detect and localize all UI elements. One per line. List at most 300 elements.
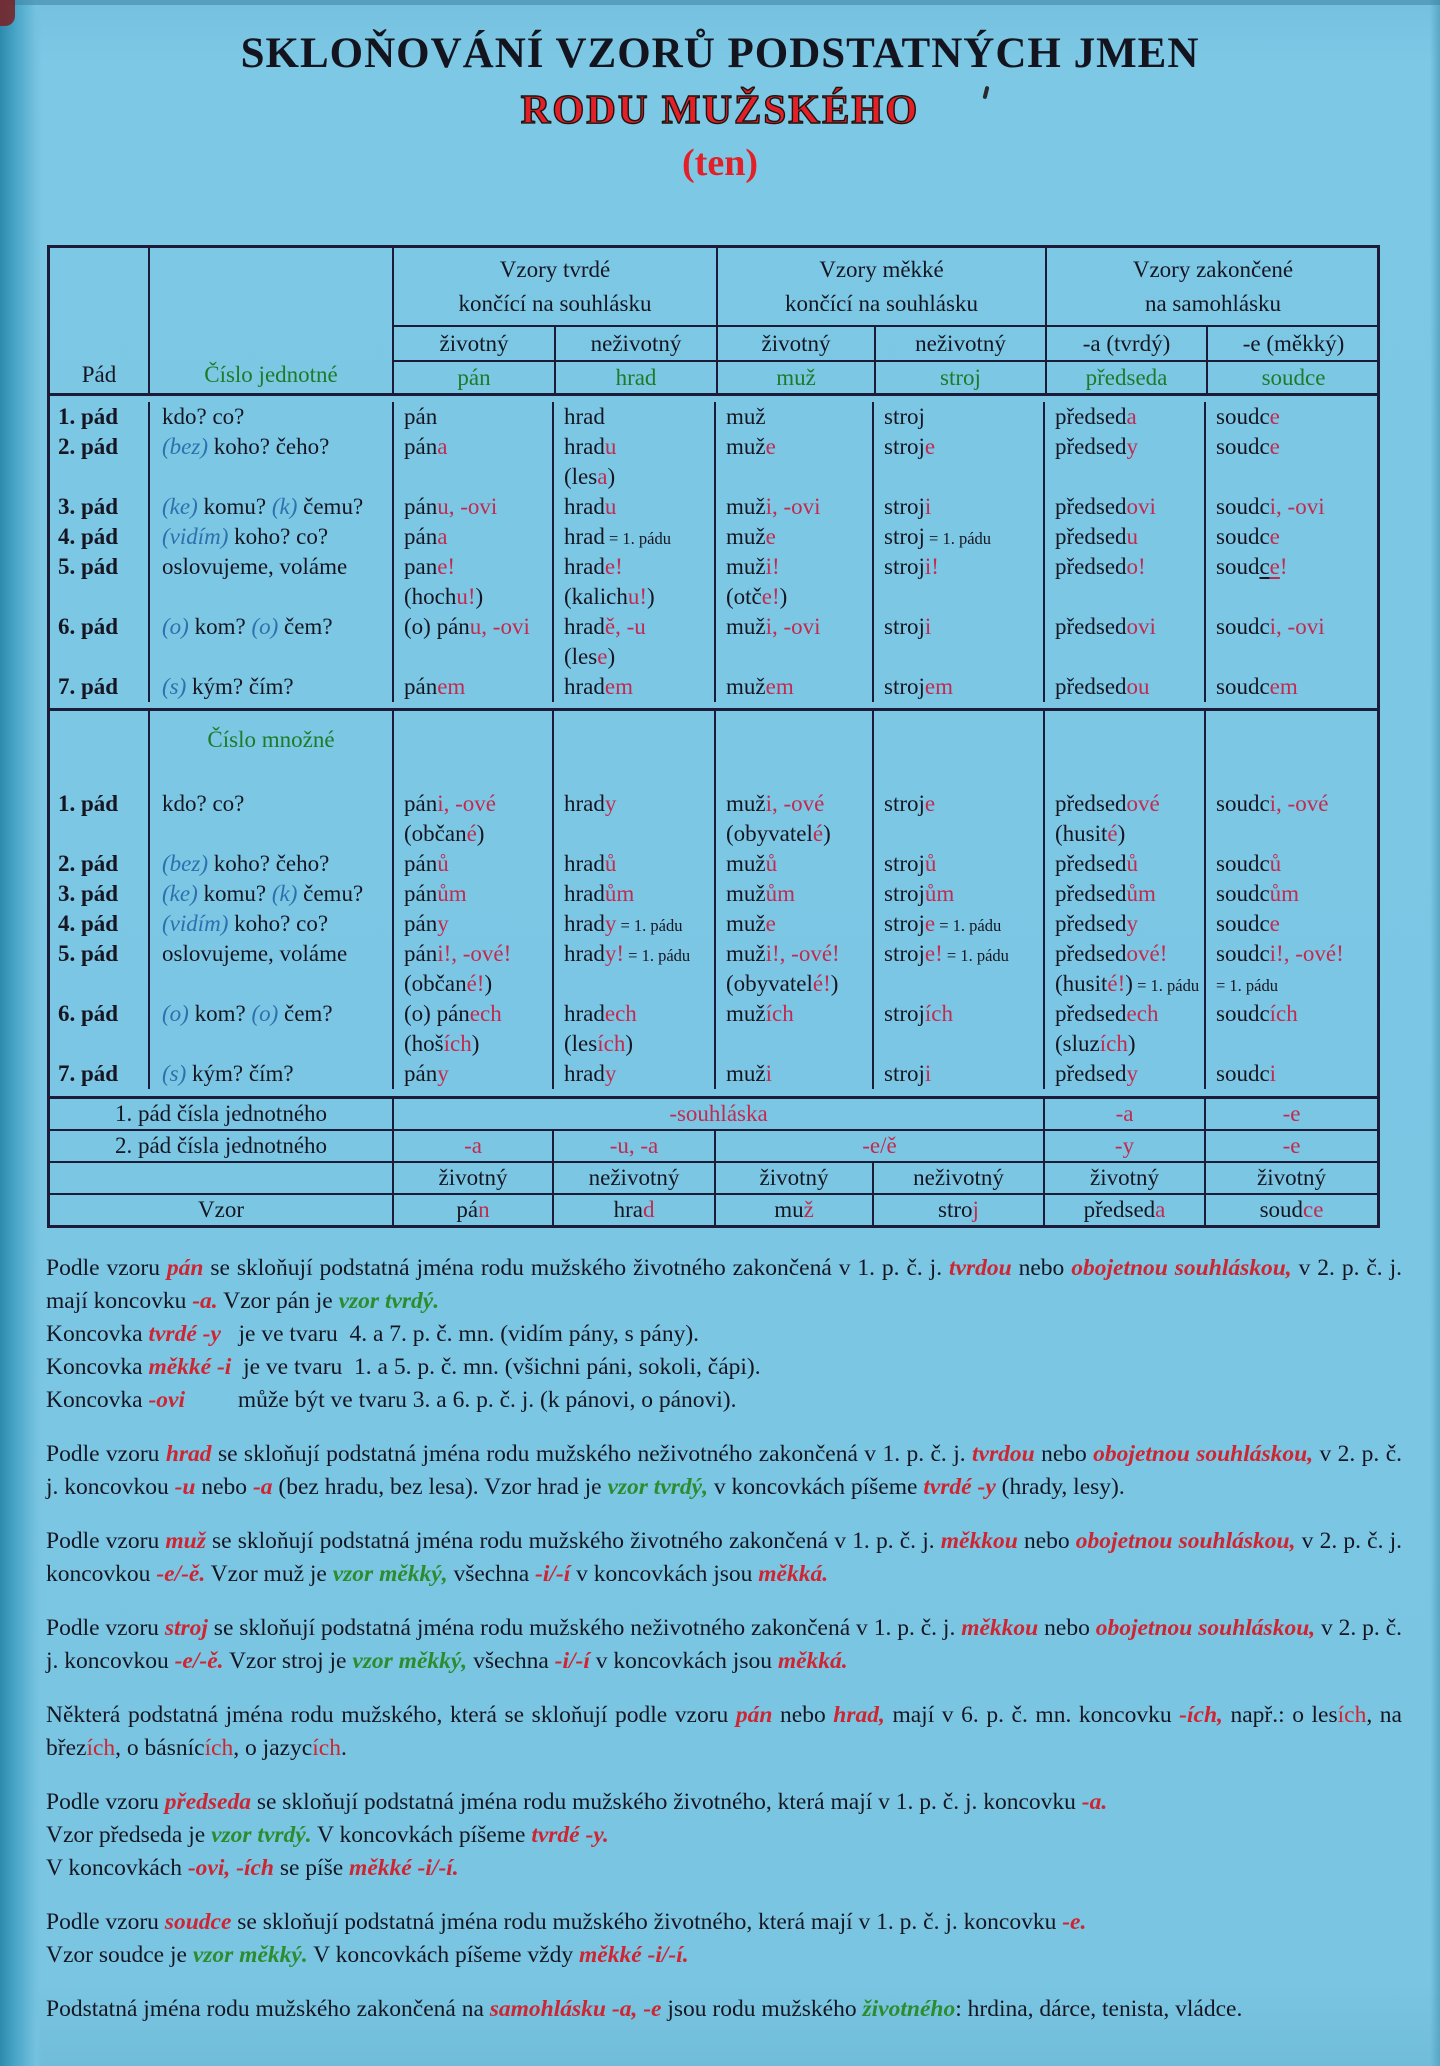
declension-cell bbox=[1204, 939, 1377, 999]
table-line bbox=[440, 329, 509, 359]
text-segment: -a bbox=[1115, 1101, 1134, 1126]
table-line bbox=[58, 879, 148, 909]
empty-cell bbox=[392, 711, 552, 789]
table-line bbox=[726, 402, 872, 432]
table-line bbox=[1083, 329, 1171, 359]
text-segment: se skloňují podstatná jména rodu mužského neživotného zakončená v 1. p. č. j. bbox=[207, 1615, 962, 1641]
table-line bbox=[1116, 1099, 1134, 1129]
table-line bbox=[1055, 612, 1204, 642]
text-segment: em bbox=[765, 674, 794, 699]
summary-cell bbox=[1043, 1131, 1204, 1161]
text-segment: n bbox=[478, 1197, 490, 1222]
text-segment: hrad bbox=[564, 674, 605, 699]
text-segment: -e/-ě. bbox=[174, 1648, 224, 1674]
declension-cell bbox=[1204, 789, 1377, 849]
text-segment: -a (tvrdý) bbox=[1082, 330, 1171, 356]
text-segment: se skloňují podstatná jména rodu mužského životného zakončená v 1. p. č. j. bbox=[203, 1255, 950, 1281]
text-segment: em bbox=[1269, 674, 1298, 699]
text-segment: ích bbox=[597, 1031, 626, 1056]
declension-cell bbox=[552, 612, 714, 672]
table-line bbox=[1055, 552, 1204, 582]
table-line bbox=[564, 1059, 714, 1089]
text-segment: koho? co? bbox=[228, 524, 329, 549]
text-segment: -a. bbox=[192, 1288, 218, 1314]
table-line bbox=[913, 1163, 1004, 1193]
text-segment: ům bbox=[765, 881, 795, 906]
text-segment: e bbox=[1269, 911, 1280, 936]
table-line bbox=[1216, 789, 1377, 819]
table-line bbox=[58, 402, 148, 432]
text-segment: e bbox=[1269, 404, 1280, 429]
text-segment: tvrdé -y. bbox=[531, 1822, 609, 1848]
summary-cell bbox=[552, 1195, 714, 1225]
summary-cell bbox=[1043, 1195, 1204, 1225]
text-segment: vzor měkký. bbox=[192, 1942, 308, 1968]
declension-row bbox=[50, 1059, 1377, 1089]
case-label bbox=[50, 999, 148, 1059]
subheader-cell bbox=[394, 327, 554, 360]
declension-cell bbox=[552, 552, 714, 612]
text-segment: Vzor stroj je bbox=[223, 1648, 353, 1674]
declension-cell bbox=[872, 879, 1043, 909]
plural-section bbox=[50, 708, 1377, 1096]
summary-row bbox=[50, 1099, 1377, 1129]
text-segment: (o) bbox=[162, 614, 189, 639]
table-line bbox=[616, 363, 657, 393]
declension-cell bbox=[392, 789, 552, 849]
table-line bbox=[404, 582, 552, 612]
text-segment: kdo? co? bbox=[162, 404, 245, 429]
text-segment: kom? bbox=[188, 1001, 252, 1026]
summary-cell bbox=[392, 1195, 552, 1225]
text-segment: -ích, bbox=[1179, 1702, 1223, 1728]
text-segment: V koncovkách píšeme vždy bbox=[307, 1942, 579, 1968]
table-line bbox=[726, 522, 872, 552]
table-line bbox=[457, 363, 490, 393]
declension-cell bbox=[872, 789, 1043, 849]
text-segment: i!, -ové! bbox=[437, 941, 512, 966]
table-line bbox=[404, 522, 552, 552]
declension-cell bbox=[1204, 849, 1377, 879]
case-label bbox=[50, 612, 148, 672]
text-segment: -a bbox=[252, 1474, 273, 1500]
table-line bbox=[1086, 363, 1168, 393]
text-segment: i, -ové bbox=[765, 791, 825, 816]
text-segment: 2. pád bbox=[58, 434, 119, 459]
text-segment: -e. bbox=[1062, 1909, 1087, 1935]
text-segment: soud bbox=[1259, 1197, 1304, 1222]
summary-label bbox=[50, 1163, 392, 1193]
text-segment: soudc bbox=[1216, 674, 1270, 699]
table-line bbox=[58, 612, 148, 642]
table-line bbox=[884, 909, 1043, 939]
table-line bbox=[776, 363, 816, 393]
text-segment: v 2. p. č. j. koncovkou bbox=[46, 1615, 1402, 1674]
text-segment: stroj bbox=[884, 494, 925, 519]
text-segment: předsed bbox=[1055, 941, 1127, 966]
text-segment: i, -ovi bbox=[1269, 494, 1325, 519]
declension-cell bbox=[392, 402, 552, 432]
table-line bbox=[459, 287, 652, 321]
text-segment: předseda bbox=[1085, 364, 1168, 390]
table-line bbox=[1216, 492, 1377, 522]
declension-cell bbox=[1043, 849, 1204, 879]
table-line bbox=[564, 462, 714, 492]
text-segment: (o) pán bbox=[404, 1001, 470, 1026]
table-line bbox=[884, 849, 1043, 879]
text-segment: e bbox=[924, 911, 936, 936]
text-segment: ž bbox=[803, 1197, 814, 1222]
text-segment: muž bbox=[726, 1061, 766, 1086]
table-line bbox=[589, 1163, 680, 1193]
table-header bbox=[50, 248, 1377, 393]
declension-cell bbox=[1043, 879, 1204, 909]
text-segment: , o básníc bbox=[115, 1735, 205, 1761]
declension-cell bbox=[392, 939, 552, 999]
table-line bbox=[564, 849, 714, 879]
summary-cell bbox=[1204, 1131, 1377, 1161]
table-line bbox=[58, 939, 148, 969]
summary-row bbox=[50, 1193, 1377, 1225]
table-line bbox=[162, 552, 392, 582]
table-line bbox=[404, 849, 552, 879]
text-segment: a bbox=[1126, 404, 1137, 429]
text-segment: Podle vzoru bbox=[46, 1909, 165, 1935]
text-segment: 1. pád bbox=[58, 404, 119, 429]
table-line bbox=[1216, 969, 1377, 999]
text-segment: Číslo jednotné bbox=[204, 362, 338, 387]
text-segment: předsed bbox=[1083, 1197, 1156, 1222]
text-segment: v koncovkách jsou bbox=[589, 1648, 778, 1674]
text-segment: pán bbox=[404, 674, 438, 699]
rule-paragraph bbox=[46, 1612, 1402, 1678]
text-segment: (k) bbox=[271, 494, 298, 519]
text-segment: je ve tvaru 1. a 5. p. č. mn. (všichni páni, sokoli, čápi). bbox=[231, 1354, 761, 1380]
declension-cell bbox=[552, 1059, 714, 1089]
table-line bbox=[404, 672, 552, 702]
table-line bbox=[726, 432, 872, 462]
text-segment: -a. bbox=[1081, 1789, 1108, 1815]
text-segment: muž bbox=[726, 674, 766, 699]
text-segment: soudc bbox=[1216, 881, 1270, 906]
text-segment: Podle vzoru bbox=[46, 1441, 166, 1467]
table-line bbox=[1216, 999, 1377, 1029]
text-segment: čem? bbox=[278, 1001, 333, 1026]
text-segment: předsed bbox=[1055, 524, 1127, 549]
text-segment: všechna bbox=[467, 1648, 555, 1674]
text-segment: nebo bbox=[1011, 1255, 1072, 1281]
text-segment: hra bbox=[613, 1197, 643, 1222]
text-segment: ovi bbox=[1126, 494, 1156, 519]
text-segment: pán bbox=[404, 851, 438, 876]
text-segment: e bbox=[765, 911, 776, 936]
question-cell bbox=[148, 672, 392, 702]
text-segment: e! bbox=[604, 554, 623, 579]
text-segment: (o) bbox=[162, 1001, 189, 1026]
text-segment: em bbox=[604, 674, 633, 699]
text-segment: hrad bbox=[564, 554, 605, 579]
text-segment: ) bbox=[484, 971, 493, 996]
text-segment: čemu? bbox=[297, 881, 364, 906]
text-segment: muž bbox=[726, 941, 766, 966]
subheader-cell bbox=[716, 327, 874, 360]
text-segment: se skloňují podstatná jména rodu mužského životného, která mají v 1. p. č. j. koncovku bbox=[250, 1789, 1082, 1815]
question-cell bbox=[148, 552, 392, 612]
declension-cell bbox=[552, 939, 714, 999]
text-segment: např.: o les bbox=[1222, 1702, 1338, 1728]
text-segment: (hoch bbox=[404, 584, 457, 609]
text-segment: = 1. pádu bbox=[942, 946, 1009, 965]
text-segment: měkká. bbox=[758, 1561, 829, 1587]
table-line bbox=[1283, 1131, 1301, 1161]
declension-cell bbox=[872, 492, 1043, 522]
table-line bbox=[404, 612, 552, 642]
case-label bbox=[50, 849, 148, 879]
text-segment: stroj bbox=[884, 1061, 925, 1086]
case-label bbox=[50, 492, 148, 522]
scan-corner-mark bbox=[0, 0, 15, 26]
declension-cell bbox=[714, 909, 872, 939]
table-line bbox=[207, 725, 334, 755]
summary-cell bbox=[714, 1163, 872, 1193]
question-cell bbox=[148, 849, 392, 879]
text-segment: obojetnou souhláskou, bbox=[1095, 1615, 1316, 1641]
table-line bbox=[1216, 402, 1377, 432]
text-segment: 7. pád bbox=[58, 1061, 119, 1086]
text-segment: čemu? bbox=[297, 494, 364, 519]
declension-row bbox=[50, 789, 1377, 849]
group-header bbox=[716, 248, 1045, 325]
text-segment: muž bbox=[726, 404, 766, 429]
text-segment: předsed bbox=[1055, 1061, 1127, 1086]
rule-paragraph bbox=[46, 1351, 1402, 1384]
table-line bbox=[1055, 789, 1204, 819]
declension-row bbox=[50, 612, 1377, 672]
text-segment: předsed bbox=[1055, 911, 1127, 936]
text-segment: = 1. pádu bbox=[924, 529, 992, 548]
text-segment: ům bbox=[604, 881, 635, 906]
summary-cell bbox=[872, 1195, 1043, 1225]
text-segment: hrad bbox=[564, 911, 605, 936]
question-cell bbox=[148, 939, 392, 999]
text-segment: a bbox=[437, 434, 448, 459]
table-line bbox=[884, 402, 1043, 432]
table-line bbox=[404, 879, 552, 909]
text-segment: stroj bbox=[164, 1615, 208, 1641]
table-line bbox=[564, 612, 714, 642]
text-segment: y bbox=[604, 791, 617, 816]
text-segment: (bez) bbox=[162, 434, 208, 459]
text-segment: se píše bbox=[273, 1855, 350, 1881]
text-segment: muž bbox=[726, 851, 766, 876]
text-segment: koho? čeho? bbox=[207, 851, 330, 876]
text-segment: (vidím) bbox=[162, 524, 229, 549]
text-segment: vzor měkký, bbox=[332, 1561, 448, 1587]
table-line bbox=[1283, 1099, 1301, 1129]
table-line bbox=[162, 432, 392, 462]
rule-paragraph bbox=[46, 1786, 1402, 1819]
text-segment: hrad bbox=[564, 614, 605, 639]
text-segment: čem? bbox=[278, 614, 333, 639]
table-line bbox=[726, 672, 872, 702]
text-segment: e bbox=[765, 524, 776, 549]
text-segment: e bbox=[1269, 554, 1280, 579]
text-segment: oslovujeme, voláme bbox=[162, 941, 348, 966]
declension-cell bbox=[1043, 789, 1204, 849]
table-line bbox=[726, 492, 872, 522]
table-line bbox=[162, 939, 392, 969]
table-line bbox=[162, 612, 392, 642]
summary-cell bbox=[392, 1099, 1043, 1129]
text-segment: ) bbox=[607, 464, 616, 489]
text-segment: -e bbox=[1282, 1101, 1301, 1126]
text-segment: u bbox=[604, 494, 617, 519]
declension-cell bbox=[714, 612, 872, 672]
text-segment: (o) bbox=[251, 614, 279, 639]
text-segment: muž bbox=[726, 524, 766, 549]
table-line bbox=[726, 939, 872, 969]
text-segment: stroj bbox=[940, 364, 981, 390]
model-name bbox=[874, 362, 1045, 393]
text-segment: -a bbox=[464, 1133, 482, 1158]
text-segment: i, -ové bbox=[437, 791, 496, 816]
declension-row bbox=[50, 402, 1377, 432]
table-line bbox=[1055, 1059, 1204, 1089]
text-segment: , na břez bbox=[46, 1702, 1402, 1761]
subheader-band bbox=[394, 327, 1377, 362]
table-line bbox=[404, 939, 552, 969]
text-segment: = 1. pádu bbox=[935, 916, 1002, 935]
text-segment: e! bbox=[761, 584, 780, 609]
text-segment: soudc bbox=[1216, 614, 1270, 639]
text-segment: ) bbox=[1127, 1031, 1136, 1056]
table-line bbox=[564, 939, 714, 969]
plural-header-row bbox=[50, 711, 1377, 789]
text-segment: pán bbox=[404, 434, 438, 459]
text-segment: předsed bbox=[1055, 881, 1127, 906]
text-segment: ích bbox=[86, 1735, 116, 1761]
table-line bbox=[1262, 363, 1326, 393]
table-line bbox=[404, 969, 552, 999]
text-segment: é! bbox=[466, 971, 485, 996]
text-segment: (bez) bbox=[162, 851, 208, 876]
text-segment: nebo bbox=[195, 1474, 253, 1500]
text-segment: kým? čím? bbox=[186, 674, 294, 699]
table-line bbox=[1055, 879, 1204, 909]
table-line bbox=[500, 253, 611, 287]
text-segment: ) bbox=[830, 971, 839, 996]
table-line bbox=[1216, 909, 1377, 939]
text-segment: Číslo množné bbox=[207, 727, 335, 752]
text-segment: pán bbox=[404, 911, 438, 936]
table-line bbox=[1216, 939, 1377, 969]
question-cell bbox=[148, 402, 392, 432]
text-segment: muž bbox=[726, 791, 766, 816]
text-segment: ou bbox=[1126, 674, 1150, 699]
text-segment: ovi bbox=[1126, 614, 1156, 639]
text-segment: stroj bbox=[884, 614, 925, 639]
text-segment: životný bbox=[438, 1165, 508, 1190]
table-line bbox=[726, 879, 872, 909]
declension-cell bbox=[1204, 879, 1377, 909]
table-line bbox=[1090, 1163, 1159, 1193]
table-line bbox=[669, 1099, 767, 1129]
text-segment: e bbox=[924, 791, 936, 816]
text-segment: é bbox=[1107, 821, 1118, 846]
text-segment: (hrady, lesy). bbox=[995, 1474, 1125, 1500]
table-line bbox=[58, 672, 148, 702]
text-segment: předseda bbox=[164, 1789, 251, 1815]
declension-row bbox=[50, 552, 1377, 612]
table-line bbox=[198, 1195, 244, 1225]
text-segment: soudc bbox=[1216, 911, 1270, 936]
text-segment: předsed bbox=[1055, 851, 1127, 876]
text-segment: -e bbox=[1282, 1133, 1301, 1158]
text-segment: = 1. pádu bbox=[604, 529, 672, 548]
text-segment: stroj bbox=[884, 881, 925, 906]
text-segment: soudce bbox=[164, 1909, 232, 1935]
declension-cell bbox=[714, 522, 872, 552]
text-segment: ) bbox=[1117, 821, 1126, 846]
text-segment: v 2. p. č. j. koncovkou bbox=[46, 1528, 1403, 1587]
text-segment: (hoš bbox=[404, 1031, 444, 1056]
page-subtitle-gender: RODU MUŽSKÉHO bbox=[520, 86, 920, 132]
text-segment: ích bbox=[1099, 1031, 1128, 1056]
text-segment: i, -ovi bbox=[765, 614, 821, 639]
declension-cell bbox=[392, 909, 552, 939]
declension-cell bbox=[1043, 432, 1204, 492]
text-segment: = 1. pádu bbox=[624, 946, 691, 965]
text-segment: -e (měkký) bbox=[1242, 330, 1345, 356]
text-segment: muž bbox=[726, 911, 766, 936]
text-segment: se skloňují podstatná jména rodu mužského životného zakončená v 1. p. č. j. bbox=[205, 1528, 941, 1554]
text-segment: v 2. p. č. j. koncovkou bbox=[46, 1441, 1403, 1500]
empty-cell bbox=[1043, 711, 1204, 789]
text-segment: v 2. p. č. j. mají koncovku bbox=[46, 1255, 1402, 1314]
text-segment: Podle vzoru bbox=[46, 1255, 167, 1281]
text-segment: muž bbox=[726, 881, 766, 906]
declension-cell bbox=[1204, 612, 1377, 672]
summary-cell bbox=[1204, 1163, 1377, 1193]
declension-cell bbox=[552, 672, 714, 702]
table-line bbox=[1216, 432, 1377, 462]
text-segment: Podle vzoru bbox=[46, 1615, 165, 1641]
summary-cell bbox=[392, 1163, 552, 1193]
table-line bbox=[1055, 522, 1204, 552]
text-segment: hrad bbox=[564, 404, 605, 429]
summary-cell bbox=[714, 1195, 872, 1225]
table-line bbox=[1055, 909, 1204, 939]
text-segment: Podle vzoru bbox=[46, 1789, 165, 1815]
text-segment: 7. pád bbox=[58, 674, 119, 699]
table-line bbox=[564, 879, 714, 909]
declension-cell bbox=[872, 612, 1043, 672]
text-segment: kom? bbox=[188, 614, 252, 639]
table-line bbox=[1216, 522, 1377, 552]
text-segment: životný bbox=[1257, 1165, 1326, 1190]
text-segment: muž bbox=[726, 494, 766, 519]
text-segment: Vzor soudce je bbox=[46, 1942, 193, 1968]
declension-cell bbox=[1204, 909, 1377, 939]
declension-cell bbox=[1043, 402, 1204, 432]
text-segment: soudc bbox=[1216, 941, 1270, 966]
text-segment: a bbox=[1155, 1197, 1166, 1222]
question-cell bbox=[148, 492, 392, 522]
declension-row bbox=[50, 522, 1377, 552]
text-segment: u, -ovi bbox=[437, 494, 498, 519]
text-segment: Koncovka bbox=[46, 1387, 149, 1413]
table-line bbox=[404, 402, 552, 432]
